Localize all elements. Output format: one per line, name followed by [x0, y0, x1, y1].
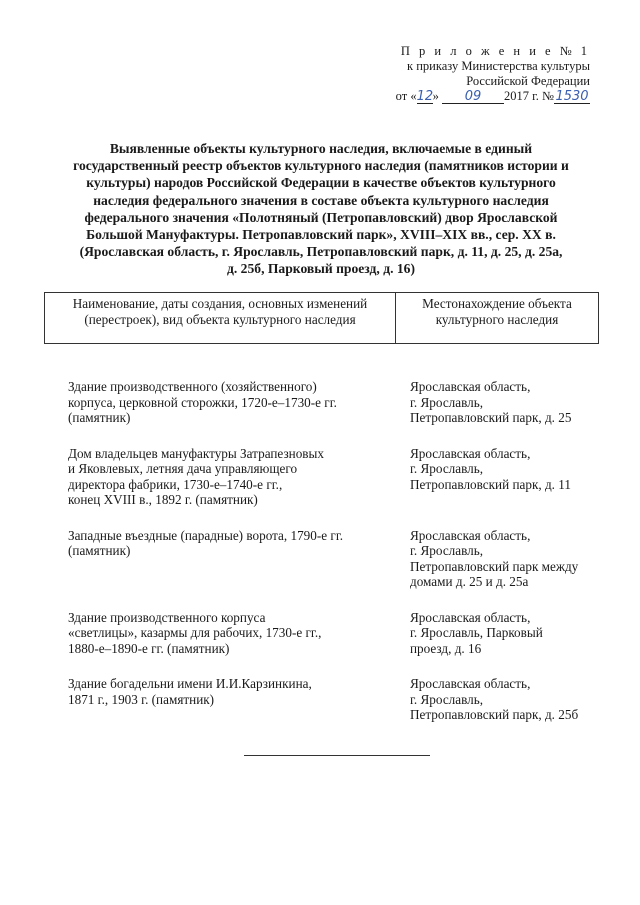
text-line: Ярославская область,: [410, 445, 531, 461]
text-line: Здание производственного корпуса: [68, 609, 266, 625]
text-line: Петропавловский парк, д. 11: [410, 476, 571, 492]
title-line: федерального значения «Полотняный (Петропавловский) двор Ярославской: [84, 209, 558, 225]
text-line: г. Ярославль,: [410, 691, 484, 707]
text-line: Петропавловский парк, д. 25: [410, 410, 572, 425]
text-line: директора фабрики, 1730-е–1740-е гг.,: [68, 476, 283, 492]
header-line: Наименование, даты создания, основных изменений: [72, 296, 368, 311]
text-line: г. Ярославль,: [410, 461, 484, 476]
text-line: (памятник): [68, 543, 131, 558]
objects-list: [68, 379, 608, 743]
object-location: [410, 676, 608, 723]
object-row: [68, 446, 608, 508]
text-line: 1871 г., 1903 г. (памятник): [68, 691, 215, 707]
object-name: [68, 528, 410, 590]
text-line: «светлицы», казармы для рабочих, 1730-е гг.,: [68, 625, 322, 640]
text-line: 1880-е–1890-е гг. (памятник): [68, 640, 230, 656]
object-name: [68, 379, 410, 426]
end-of-document-line: [244, 755, 430, 756]
title-line: Большой Мануфактуры. Петропавловский парк», XVIII–XIX вв., сер. XX в.: [86, 227, 556, 243]
text-line: корпуса, церковной сторожки, 1720-е–1730-е гг.: [68, 394, 337, 410]
title-line: (Ярославская область, г. Ярославль, Петропавловский парк, д. 11, д. 25, д. 25а,: [79, 244, 563, 260]
column-header-name: [45, 293, 396, 344]
text-line: г. Ярославль,: [410, 543, 484, 558]
text-line: конец XVIII в., 1892 г. (памятник): [68, 492, 258, 507]
title-line: наследия федерального значения в составе объекта культурного наследия: [93, 192, 549, 208]
text-line: Ярославская область,: [410, 527, 531, 543]
object-location: [410, 528, 608, 590]
text-line: и Яковлевых, летняя дача управляющего: [68, 461, 298, 476]
object-location: [410, 379, 608, 426]
text-line: г. Ярославль,: [410, 394, 484, 410]
title-line: государственный реестр объектов культурного наследия (памятников истории и: [73, 158, 569, 174]
text-line: г. Ярославль, Парковый: [410, 625, 543, 640]
date-day-handwritten: 12: [416, 89, 434, 104]
object-location: [410, 446, 608, 508]
text-line: Здание богадельни имени И.И.Карзинкина,: [68, 676, 312, 691]
title-line: Выявленные объекты культурного наследия, включаемые в единый: [109, 141, 533, 156]
object-name: [68, 446, 410, 508]
object-row: [68, 528, 608, 590]
text-line: Ярославская область,: [410, 379, 531, 394]
object-name: [68, 610, 410, 657]
object-row: [68, 676, 608, 723]
text-line: Дом владельцев мануфактуры Затрапезновых: [68, 445, 324, 461]
header-line: культурного наследия: [435, 311, 559, 327]
date-year: 2017 г. №: [503, 89, 554, 103]
column-header-location: [396, 293, 599, 344]
date-prefix: от «: [395, 89, 417, 103]
order-number-handwritten: 1530: [555, 89, 589, 104]
appendix-ministry-line: Российской Федерации: [466, 74, 590, 88]
text-line: Петропавловский парк, д. 25б: [410, 707, 579, 722]
appendix-order-line: к приказу Министерства культуры: [407, 59, 590, 73]
header-line: Местонахождение объекта: [422, 296, 572, 311]
text-line: Петропавловский парк между: [410, 558, 579, 574]
text-line: (памятник): [68, 410, 131, 425]
text-line: Здание производственного (хозяйственного): [68, 379, 317, 394]
header-line: (перестроек), вид объекта культурного наследия: [84, 311, 356, 327]
title-line: д. 25б, Парковый проезд, д. 16): [227, 261, 415, 277]
object-location: [410, 610, 608, 657]
title-line: культуры) народов Российской Федерации в качестве объектов культурного: [86, 175, 556, 191]
text-line: проезд, д. 16: [410, 640, 482, 656]
object-name: [68, 676, 410, 723]
column-header-table: [44, 292, 599, 344]
object-row: [68, 610, 608, 657]
date-mid: »: [432, 89, 442, 103]
text-line: домами д. 25 и д. 25а: [410, 574, 529, 589]
date-month-handwritten: 09: [442, 90, 504, 104]
text-line: Ярославская область,: [410, 609, 531, 625]
document-title: [34, 140, 608, 278]
object-row: [68, 379, 608, 426]
text-line: Западные въездные (парадные) ворота, 1790-е гг.: [68, 527, 344, 543]
appendix-header: [360, 44, 590, 104]
appendix-date-line: [360, 89, 590, 104]
text-line: Ярославская область,: [410, 676, 531, 691]
appendix-title: П р и л о ж е н и е № 1: [400, 44, 590, 58]
